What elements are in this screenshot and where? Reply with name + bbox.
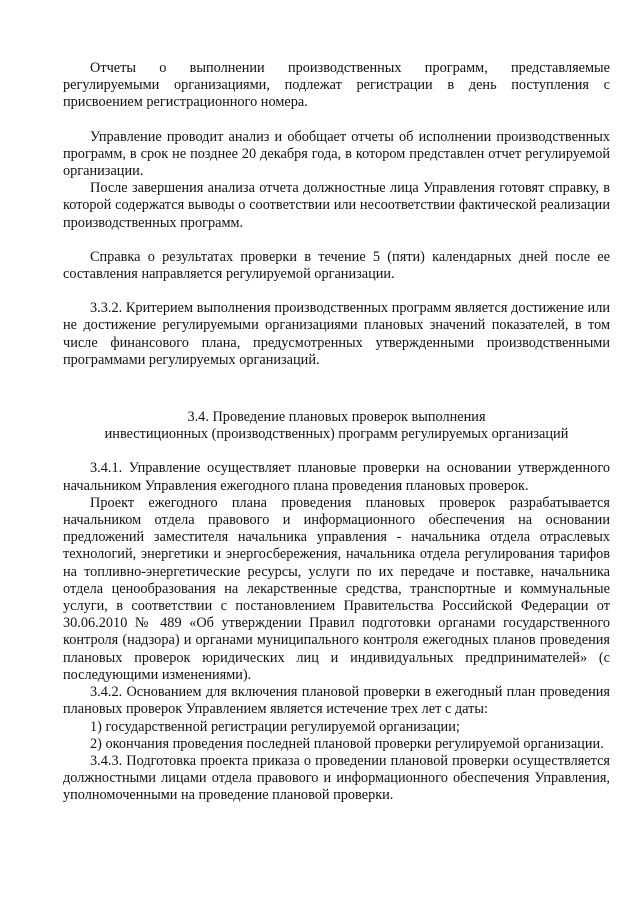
paragraph-3-4-1: 3.4.1. Управление осуществляет плановые проверки на основании утвержденного начальником Управления ежегодного плана проведения плановых проверок. — [63, 460, 610, 494]
list-item-2: 2) окончания проведения последней плановой проверки регулируемой организации. — [90, 735, 604, 752]
paragraph-3-4-3: 3.4.3. Подготовка проекта приказа о проведении плановой проверки осуществляется должностными лицами отдела правового и информационного обеспечения Управления, уполномоченными на проведение плановой проверки. — [63, 752, 610, 804]
section-heading-3-4 — [63, 409, 610, 443]
paragraph-annual-plan-draft: Проект ежегодного плана проведения плановых проверок разрабатывается начальником отдела правового и информационного обеспечения на основании предложений заместителя начальника управления - начальника отдела отраслевых технологий, энергетики и энергосбережения, начальника отдела регулирования тарифов на топливно-энергетические ресурсы, услуги по их передаче и поставке, начальника отдела ценообразования на лекарственные средства, транспортные и коммунальные услуги, в соответствии с постановлением Правительства Российской Федерации от 30.06.2010 № 489 «Об утверждении Правил подготовки органами государственного контроля (надзора) и органами муниципального контроля ежегодных планов проведения плановых проверок юридических лиц и индивидуальных предпринимателей» (с последующими изменениями). — [63, 494, 610, 683]
paragraph-certificate-sending: Справка о результатах проверки в течение 5 (пяти) календарных дней после ее составления направляется регулируемой организации. — [63, 248, 610, 283]
paragraph-certificate-preparation: После завершения анализа отчета должностные лица Управления готовят справку, в которой содержатся выводы о соответствии или несоответствии фактической реализации производственных программ. — [63, 180, 610, 231]
section-heading-line-1: 3.4. Проведение плановых проверок выполнения — [187, 409, 486, 426]
paragraph-3-4-2: 3.4.2. Основанием для включения плановой проверки в ежегодный план проведения плановых проверок Управлением является истечение трех лет с даты: — [63, 684, 610, 718]
section-heading-line-2: инвестиционных (производственных) программ регулируемых организаций — [104, 426, 569, 443]
list-item-1: 1) государственной регистрации регулируемой организации; — [90, 718, 460, 735]
paragraph-reports-registration: Отчеты о выполнении производственных программ, представляемые регулируемыми организациями, подлежат регистрации в день поступления с присвоением регистрационного номера. — [63, 60, 610, 111]
paragraph-3-3-2: 3.3.2. Критерием выполнения производственных программ является достижение или не достижение регулируемыми организациями плановых значений показателей, в том числе финансового плана, предусмотренных утвержденными производственными программами регулируемых организаций. — [63, 300, 610, 368]
document-page — [63, 60, 610, 805]
paragraph-analysis: Управление проводит анализ и обобщает отчеты об исполнении производственных программ, в срок не позднее 20 декабря года, в котором представлен отчет регулируемой организации. — [63, 128, 610, 180]
